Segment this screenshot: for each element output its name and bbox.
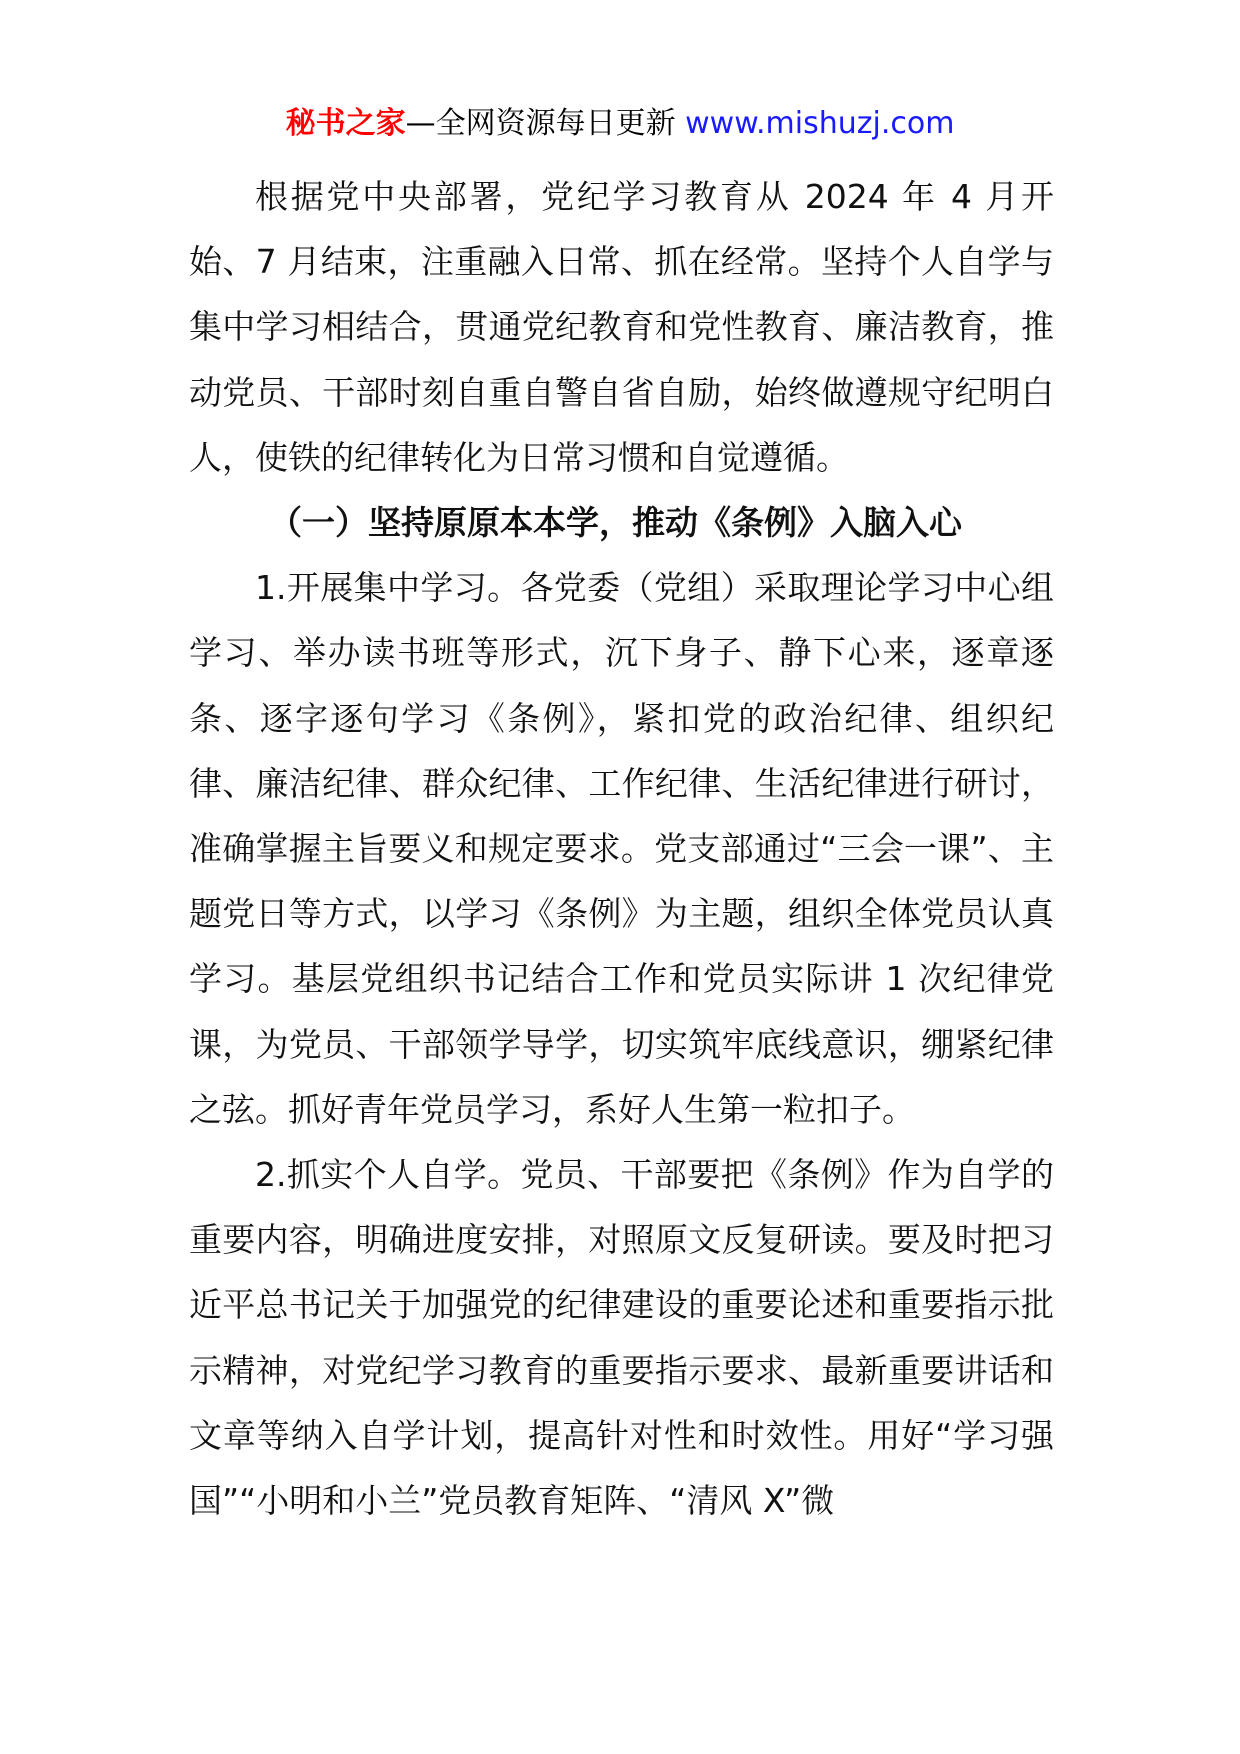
paragraph-collective-study: 1.开展集中学习。各党委（党组）采取理论学习中心组学习、举办读书班等形式，沉下身子、静下心来，逐章逐条、逐字逐句学习《条例》，紧扣党的政治纪律、组织纪律、廉洁纪律、群众纪律、工作纪律、生活纪律进行研讨，准确掌握主旨要义和规定要求。党支部通过“三会一课”、主题党日等方式，以学习《条例》为主题，组织全体党员认真学习。基层党组织书记结合工作和党员实际讲 1 次纪律党课，为党员、干部领学导学，切实筑牢底线意识，绷紧纪律之弦。抓好青年党员学习，系好人生第一粒扣子。: [189, 568, 1054, 1129]
page-header: [0, 100, 1240, 148]
brand-name: 秘书之家: [285, 106, 406, 141]
paragraph-self-study: 2.抓实个人自学。党员、干部要把《条例》作为自学的重要内容，明确进度安排，对照原文反复研读。要及时把习近平总书记关于加强党的纪律建设的重要论述和重要指示批示精神，对党纪学习教育的重要指示要求、最新重要讲话和文章等纳入自学计划，提高针对性和时效性。用好“学习强国”“小明和小兰”党员教育矩阵、“清风 X”微: [189, 1155, 1054, 1521]
document-body: [189, 164, 1054, 1533]
header-tagline: —全网资源每日更新: [405, 106, 676, 141]
section-heading: （一）坚持原原本本学，推动《条例》入脑入心: [269, 503, 962, 543]
intro-paragraph: 根据党中央部署，党纪学习教育从 2024 年 4 月开始、7 月结束，注重融入日常、抓在经常。坚持个人自学与集中学习相结合，贯通党纪教育和党性教育、廉洁教育，推动党员、干部时刻自重自警自省自励，始终做遵规守纪明白人，使铁的纪律转化为日常习惯和自觉遵循。: [189, 177, 1054, 477]
website-link[interactable]: www.mishuzj.com: [685, 106, 955, 141]
